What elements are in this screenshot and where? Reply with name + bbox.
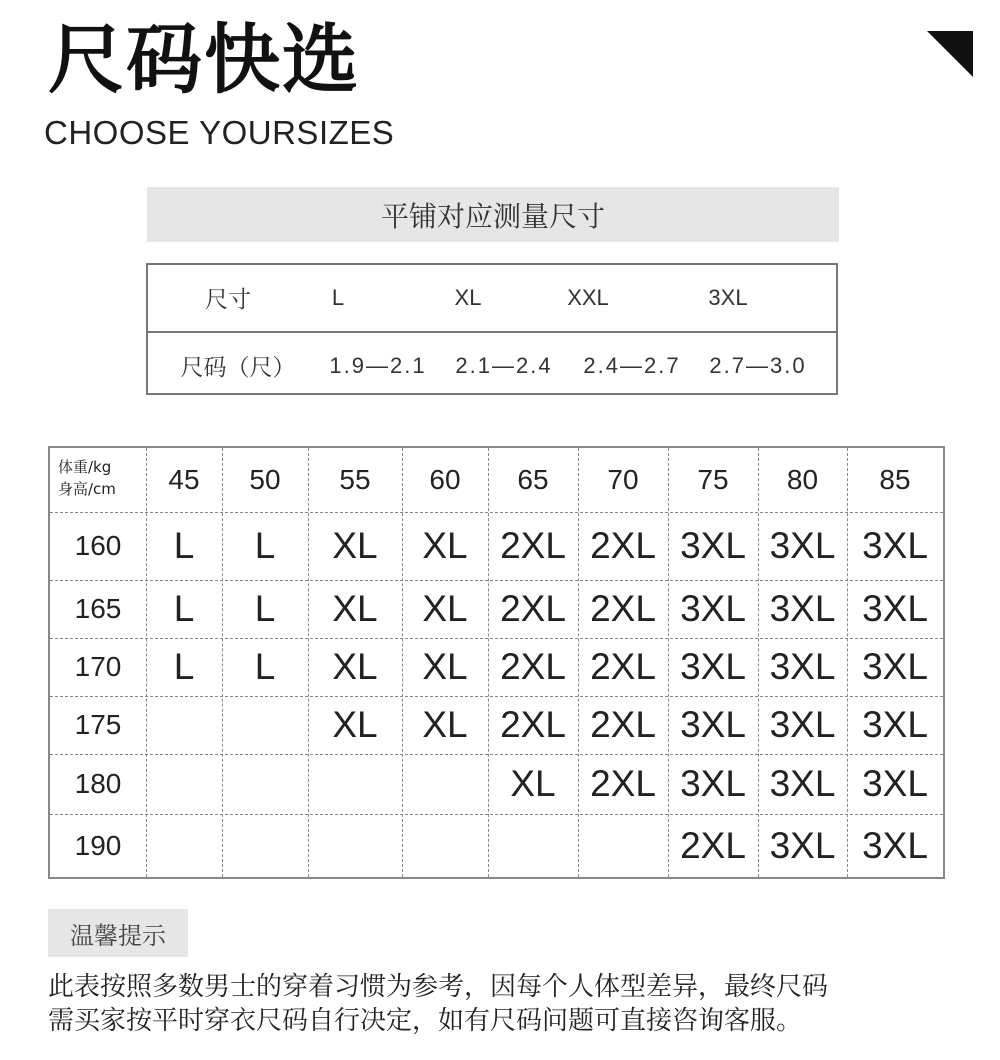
size-cell: L [173,646,195,687]
size-cell: L [254,646,276,687]
size-cell: 3XL [862,704,928,745]
measure-row-range [148,331,836,398]
size-cell: 3XL [769,824,836,866]
weight-header: 55 [339,464,371,495]
weight-header: 70 [607,464,639,495]
size-cell [488,814,578,877]
tip-line: 需买家按平时穿衣尺码自行决定，如有尺码问题可直接咨询客服。 [48,1006,803,1036]
size-cell: XL [332,588,378,629]
size-cell: 3XL [862,525,928,566]
size-cell [146,754,222,814]
measure-row-label: 尺寸 [205,287,251,313]
measure-range: 2.7—3.0 [709,352,807,378]
size-cell: 2XL [590,704,656,745]
size-cell: L [173,588,195,629]
tip-line: 此表按照多数男士的穿着习惯为参考，因每个人体型差异，最终尺码 [48,972,829,1002]
size-cell: 3XL [680,525,746,566]
size-cell: 3XL [769,588,836,629]
size-cell: 3XL [769,704,836,745]
height-label: 190 [74,829,122,861]
size-cell: 3XL [862,763,928,804]
size-cell: 3XL [769,525,836,566]
corner-weight-label: 体重/kg [58,458,112,476]
tip-note [48,970,948,1038]
size-cell: XL [422,704,468,745]
weight-header: 80 [786,464,819,495]
measure-size: 3XL [708,284,748,310]
size-cell: 3XL [680,704,746,745]
size-cell: 3XL [862,588,928,629]
corner-height-label: 身高/cm [58,480,116,498]
measure-row-size [148,265,836,330]
weight-header: 75 [697,464,729,495]
size-cell: 2XL [500,588,566,629]
height-label: 175 [74,709,122,740]
size-cell: 2XL [590,646,656,687]
size-cell: 3XL [680,646,746,687]
size-cell: 3XL [862,824,928,866]
corner-label [58,456,116,500]
size-cell: L [254,588,276,629]
size-cell: 2XL [500,704,566,745]
weight-header: 45 [168,464,200,495]
page-title: 尺码快选 [48,15,360,104]
measure-size: XL [454,284,482,310]
measure-size: XXL [567,284,609,310]
weight-header: 60 [429,464,461,495]
measure-range: 1.9—2.1 [329,352,427,378]
height-label: 165 [74,593,122,624]
size-cell [222,696,308,754]
corner-triangle-icon [927,31,973,77]
tip-badge: 温馨提示 [48,909,188,957]
weight-header: 85 [879,464,911,495]
size-cell: 3XL [862,646,928,687]
size-cell [402,754,488,814]
weight-header: 65 [517,464,549,495]
height-label: 160 [74,530,122,561]
size-cell [222,754,308,814]
size-cell: XL [510,763,556,804]
size-cell: 2XL [500,525,566,566]
measure-row-label: 尺码（尺） [180,355,296,381]
size-cell: 2XL [590,763,656,804]
size-cell [222,814,308,877]
size-cell: XL [332,525,378,566]
measure-size: L [331,284,345,310]
measure-range: 2.4—2.7 [583,352,681,378]
size-cell: 2XL [590,588,656,629]
size-table [48,446,945,879]
size-cell: XL [422,588,468,629]
size-cell: 3XL [680,763,746,804]
size-cell: XL [422,646,468,687]
size-cell: 2XL [500,646,566,687]
size-cell: L [173,525,195,566]
height-label: 170 [74,651,122,682]
page-subtitle: CHOOSE YOURSIZES [44,114,395,151]
size-cell: 2XL [680,824,746,866]
size-cell [402,814,488,877]
size-cell [146,696,222,754]
weight-header: 50 [249,464,281,495]
size-cell [308,754,402,814]
size-cell [578,814,668,877]
size-cell: 2XL [590,525,656,566]
size-cell: XL [422,525,468,566]
size-cell: XL [332,646,378,687]
measure-range: 2.1—2.4 [455,352,553,378]
height-label: 180 [74,768,122,799]
measure-table-title: 平铺对应测量尺寸 [147,187,839,242]
size-cell [146,814,222,877]
size-cell: 3XL [769,763,836,804]
size-cell: L [254,525,276,566]
measure-table [146,263,838,395]
size-cell: XL [332,704,378,745]
size-cell [308,814,402,877]
size-cell: 3XL [680,588,746,629]
size-cell: 3XL [769,646,836,687]
